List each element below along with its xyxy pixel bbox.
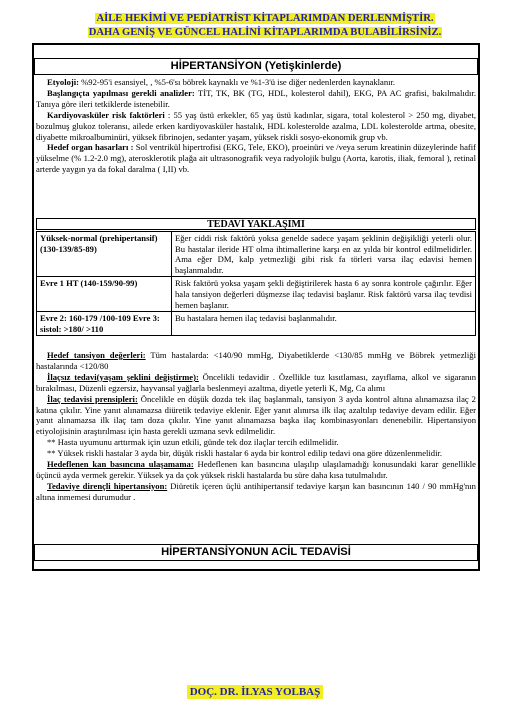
text-initial-tests: TİT, TK, BK (TG, HDL, kolesterol dahil), EKG, PA AC grafisi, bakılmalıdır. Tanıya göre ileri tetkiklerde istenebilir. [36, 87, 476, 109]
label-target-failure: Hedeflenen kan basıncına ulaşamama: [47, 459, 194, 470]
section-title-hypertension: HİPERTANSİYON (Yetişkinlerde) [34, 58, 478, 75]
row-label-stage-2-3: Evre 2: 160-179 /100-109 Evre 3: sistol: >180/ >110 [37, 312, 172, 336]
text-risk-factors: : 55 yaş üstü erkekler, 65 yaş üstü kadınlar, sigara, total kolesterol > 250 mg, diyabet, bozulmuş glukoz toleransı, ailede erken kardiyovasküler hastalık, HDL kolesterolde azalma, LDL kolesterolde artma, obesite, diyabette mikroalbuminüri, yüksek fibrinojen, sedanter yaşam, yüksek riskli sosyo-ekonomik grup vb. [36, 109, 476, 142]
paragraph-drug-principles [36, 394, 476, 438]
label-organ-damage: Hedef organ hasarları : [47, 142, 134, 153]
banner [60, 12, 470, 40]
management-block [36, 350, 476, 503]
paragraph-organ-damage [36, 142, 476, 175]
label-drug-principles: İlaç tedavisi prensipleri: [47, 393, 138, 404]
banner-line-1: AİLE HEKİMİ VE PEDİATRİST KİTAPLARIMDAN DERLENMİŞTİR. [96, 13, 434, 24]
row-text-stage-2-3: Bu hastalara hemen ilaç tedavisi başlanmalıdır. [172, 312, 476, 336]
text-organ-damage: Sol ventrikül hipertrofisi (EKG, Tele, EKO), proeinüri ve /veya serum kreatinin düzeylerinde hafif yükselme (% 1.2-2.0 mg), aterosklerotik plağa ait ultrasonografik veya radyolojik bulgu (Aorta, karotis, iliak, femoral ), retinal arterde yaygın ya da fokal daralma ( I,II) vb. [36, 142, 476, 175]
paragraph-initial-tests [36, 88, 476, 110]
table-row [37, 232, 476, 277]
note-follow-up: ** Yüksek riskli hastalar 3 ayda bir, düşük riskli hastalar 6 ayda bir kontrol edilip tedavi ona göre düzenlenmelidir. [47, 448, 443, 459]
treatment-approach-title: TEDAVİ YAKLAŞIMI [36, 218, 476, 230]
label-target-values: Hedef tansiyon değerleri: [47, 350, 146, 360]
row-label-stage-1: Evre 1 HT (140-159/90-99) [37, 277, 172, 312]
section-title-emergency: HİPERTANSİYONUN ACİL TEDAVİSİ [34, 544, 478, 561]
paragraph-lifestyle [36, 372, 476, 394]
row-label-high-normal: Yüksek-normal (prehipertansif) (130-139/85-89) [37, 232, 172, 277]
author-credit [0, 686, 510, 698]
intro-block [36, 77, 476, 175]
label-initial-tests: Başlangıçta yapılması gerekli analizler: [47, 87, 195, 98]
label-lifestyle: İlaçsız tedavi(yaşam şeklini değiştirme): [47, 371, 199, 382]
text-etiology: %92-95'i esansiyel, , %5-6'sı böbrek kaynaklı ve %1-3'ü ise diğer nedenlerden kaynaklanır. [78, 77, 396, 87]
label-etiology: Etyoloji: [47, 77, 79, 87]
text-target-failure: Hedeflenen kan basıncına ulaşılıp ulaşılamadığı konusundaki karar genellikle üçüncü ayda vermek gerekir. Yüksek ya da çok yüksek riskli hastalarda bu süre daha kısa tutulmalıdır. [36, 459, 476, 480]
label-resistant: Tedaviye dirençli hipertansiyon: [47, 480, 168, 491]
text-drug-principles: Öncelikle en düşük dozda tek ilaç başlanmalı, tansiyon 3 ayda kontrol altına alınamazsa ilaç 2 katına çıkılır. Yine yanıt alınamazsa diüretik tedaviye eklenir. Eğer yanıt alınırsa ilk ilaç azaltılıp tedaviye devam edilir. Eğer yanıt alınamazsa ilk ilaç tam doza çıkılır. Yine yanıt alınamazsa başka ilaç kombinasyonları denenebilir. Hipertansiyon etiyolojisinin araştırılması için hasta gerekli uzmana sevk edilmelidir. [36, 393, 476, 437]
note-long-acting: ** Hasta uyumunu arttırmak için uzun etkili, günde tek doz ilaçlar tercih edilmelidir. [47, 437, 339, 448]
treatment-table [36, 231, 476, 336]
paragraph-resistant [36, 481, 476, 503]
label-risk-factors: Kardiyovasküler risk faktörleri [47, 109, 165, 120]
paragraph-target-failure [36, 459, 476, 481]
row-text-high-normal: Eğer ciddi risk faktörü yoksa genelde sadece yaşam şeklinin değişikliği yeterli olur. Bu hastalar ileride HT olma ihtimallerine karşı en az yılda bir kontrol edilmelidirler. Ama eğer DM, kalp yetmezliği gibi risk fa törleri varsa ilaç edavisi hemen başlanmalıdır. [172, 232, 476, 277]
row-text-stage-1: Risk faktörü yoksa yaşam şekli değiştirilerek hasta 6 ay sonra kontrole çağırılır. Eğer hala tansiyon değerleri düşmezse ilaç tedavisi başlanır. Risk faktörü varsa ilaç tevdisi hemen başlanır. [172, 277, 476, 312]
text-resistant: Diüretik içeren üçlü antihipertansif tedaviye karşın kan basıncının 140 / 90 mmHg'nın altına inmemesi durumudur . [36, 480, 476, 502]
table-row [37, 312, 476, 336]
paragraph-etiology [36, 77, 476, 88]
text-target-values: Tüm hastalarda: <140/90 mmHg, Diyabetiklerde <130/85 mmHg ve Böbrek yetmezliği hastalarında <120/80 [36, 350, 476, 371]
paragraph-risk-factors [36, 110, 476, 143]
text-lifestyle: Öncelikli tedavidir . Özellikle tuz kısıtlaması, zayıflama, alkol ve sigaranın bırakılması, Düzenli egzersiz, hayvansal yağlarla beslenmeyi azaltma, diyetle yeterli K, Mg, Ca alımı [36, 371, 477, 393]
paragraph-target-values [36, 350, 476, 372]
author-name: DOÇ. DR. İLYAS YOLBAŞ [187, 685, 324, 699]
banner-line-2: DAHA GENİŞ VE GÜNCEL HALİNİ KİTAPLARIMDA BULABİLİRSİNİZ. [88, 27, 442, 38]
table-row [37, 277, 476, 312]
